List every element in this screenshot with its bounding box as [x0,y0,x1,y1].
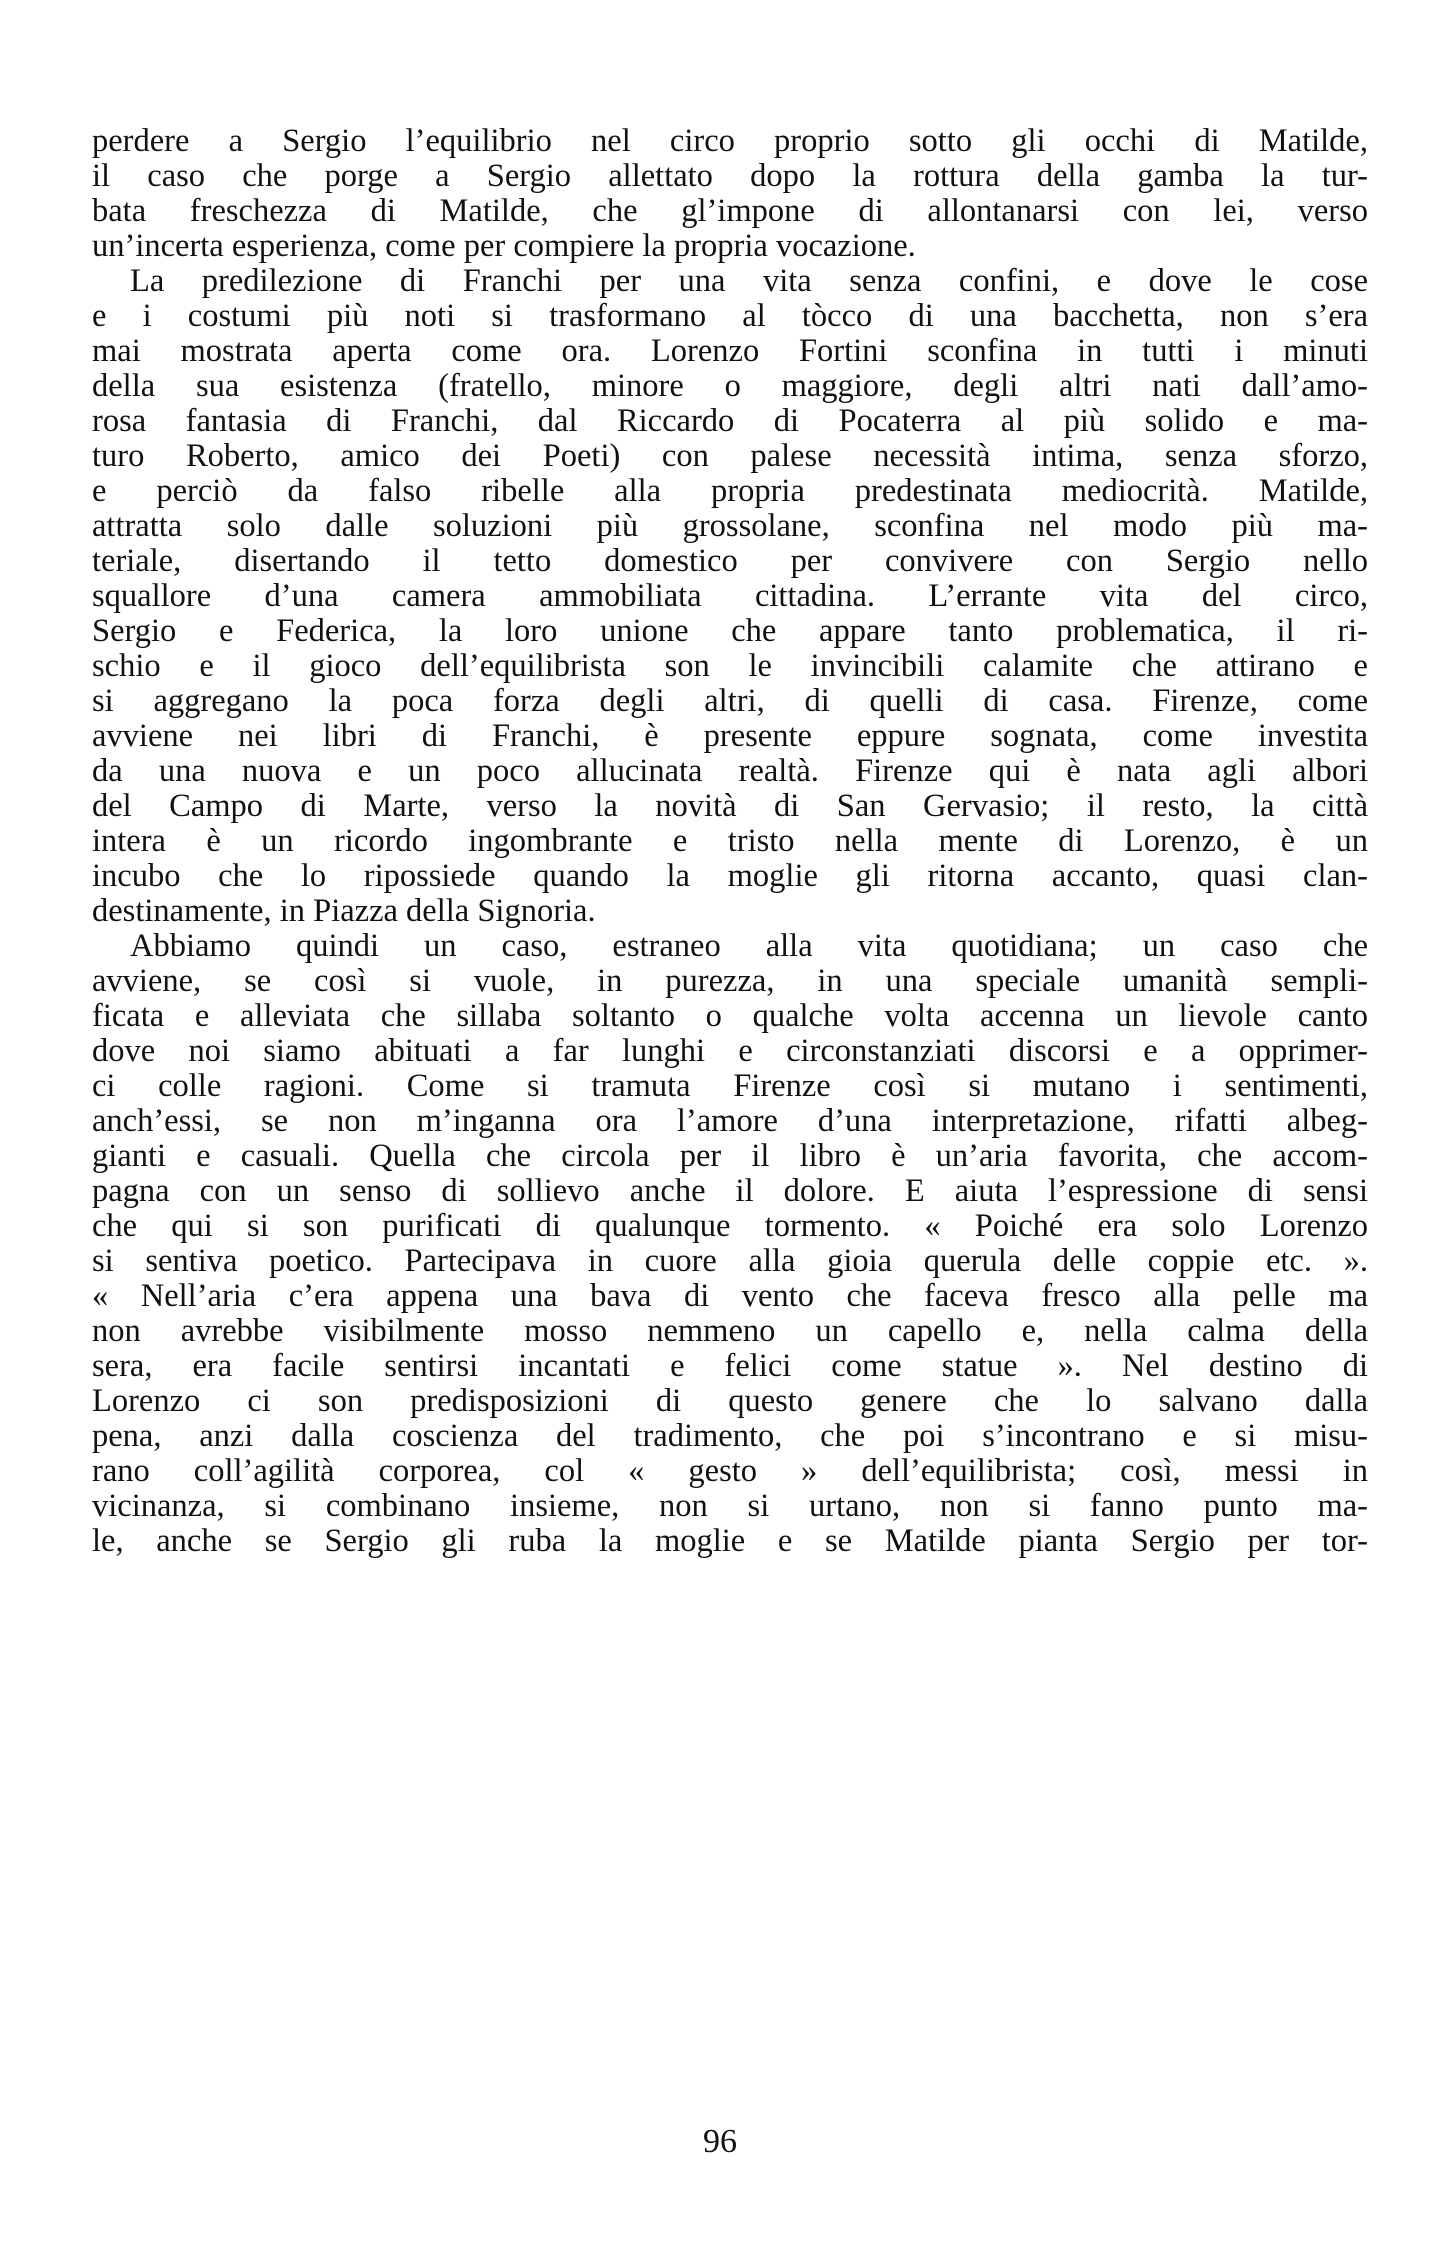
text-line: La predilezione di Franchi per una vita senza confini, e dove le cose [130,263,1368,299]
text-line: perdere a Sergio l’equilibrio nel circo proprio sotto gli occhi di Matilde, [92,123,1368,159]
text-line: pena, anzi dalla coscienza del tradimento, che poi s’incontrano e si misu- [92,1418,1368,1454]
text-line: gianti e casuali. Quella che circola per il libro è un’aria favorita, che accom- [92,1138,1368,1174]
text-line: della sua esistenza (fratello, minore o maggiore, degli altri nati dall’amo- [92,368,1368,404]
text-line: vicinanza, si combinano insieme, non si urtano, non si fanno punto ma- [92,1488,1368,1524]
page-body [92,124,1368,1559]
text-line: rosa fantasia di Franchi, dal Riccardo di Pocaterra al più solido e ma- [92,403,1368,439]
text-line: e perciò da falso ribelle alla propria predestinata mediocrità. Matilde, [92,473,1368,509]
text-line: dove noi siamo abituati a far lunghi e circonstanziati discorsi e a opprimer- [92,1033,1368,1069]
text-line: bata freschezza di Matilde, che gl’impone di allontanarsi con lei, verso [92,193,1368,229]
text-line: mai mostrata aperta come ora. Lorenzo Fortini sconfina in tutti i minuti [92,333,1368,369]
text-line: anch’essi, se non m’inganna ora l’amore d’una interpretazione, rifatti albeg- [92,1103,1368,1139]
text-line: intera è un ricordo ingombrante e tristo nella mente di Lorenzo, è un [92,823,1368,859]
text-line: incubo che lo ripossiede quando la moglie gli ritorna accanto, quasi clan- [92,858,1368,894]
page-number: 96 [703,2123,737,2160]
text-line: si sentiva poetico. Partecipava in cuore alla gioia querula delle coppie etc. ». [92,1243,1368,1279]
text-line: da una nuova e un poco allucinata realtà. Firenze qui è nata agli albori [92,753,1368,789]
text-line: attratta solo dalle soluzioni più grossolane, sconfina nel modo più ma- [92,508,1368,544]
text-line: turo Roberto, amico dei Poeti) con palese necessità intima, senza sforzo, [92,438,1368,474]
text-line: pagna con un senso di sollievo anche il dolore. E aiuta l’espressione di sensi [92,1173,1368,1209]
text-line: ficata e alleviata che sillaba soltanto o qualche volta accenna un lievole canto [92,998,1368,1034]
text-line: sera, era facile sentirsi incantati e felici come statue ». Nel destino di [92,1348,1368,1384]
text-line: avviene nei libri di Franchi, è presente eppure sognata, come investita [92,718,1368,754]
text-line: un’incerta esperienza, come per compiere la propria vocazione. [92,228,916,264]
text-line: il caso che porge a Sergio allettato dopo la rottura della gamba la tur- [92,158,1368,194]
text-line: squallore d’una camera ammobiliata cittadina. L’errante vita del circo, [92,578,1368,614]
text-line: che qui si son purificati di qualunque tormento. « Poiché era solo Lorenzo [92,1208,1368,1244]
text-line: avviene, se così si vuole, in purezza, in una speciale umanità sempli- [92,963,1368,999]
text-line: e i costumi più noti si trasformano al tòcco di una bacchetta, non s’era [92,298,1368,334]
text-line: non avrebbe visibilmente mosso nemmeno un capello e, nella calma della [92,1313,1368,1349]
text-line: teriale, disertando il tetto domestico per convivere con Sergio nello [92,543,1368,579]
text-line: « Nell’aria c’era appena una bava di vento che faceva fresco alla pelle ma [92,1278,1368,1314]
text-line: rano coll’agilità corporea, col « gesto » dell’equilibrista; così, messi in [92,1453,1368,1489]
text-line: Sergio e Federica, la loro unione che appare tanto problematica, il ri- [92,613,1368,649]
text-line: del Campo di Marte, verso la novità di San Gervasio; il resto, la città [92,788,1368,824]
text-line: le, anche se Sergio gli ruba la moglie e se Matilde pianta Sergio per tor- [92,1523,1368,1559]
text-line: schio e il gioco dell’equilibrista son le invincibili calamite che attirano e [92,648,1368,684]
text-line: Lorenzo ci son predisposizioni di questo genere che lo salvano dalla [92,1383,1368,1419]
text-line: destinamente, in Piazza della Signoria. [92,893,596,929]
text-line: si aggregano la poca forza degli altri, di quelli di casa. Firenze, come [92,683,1368,719]
text-line: ci colle ragioni. Come si tramuta Firenze così si mutano i sentimenti, [92,1068,1368,1104]
text-line: Abbiamo quindi un caso, estraneo alla vita quotidiana; un caso che [130,928,1368,964]
